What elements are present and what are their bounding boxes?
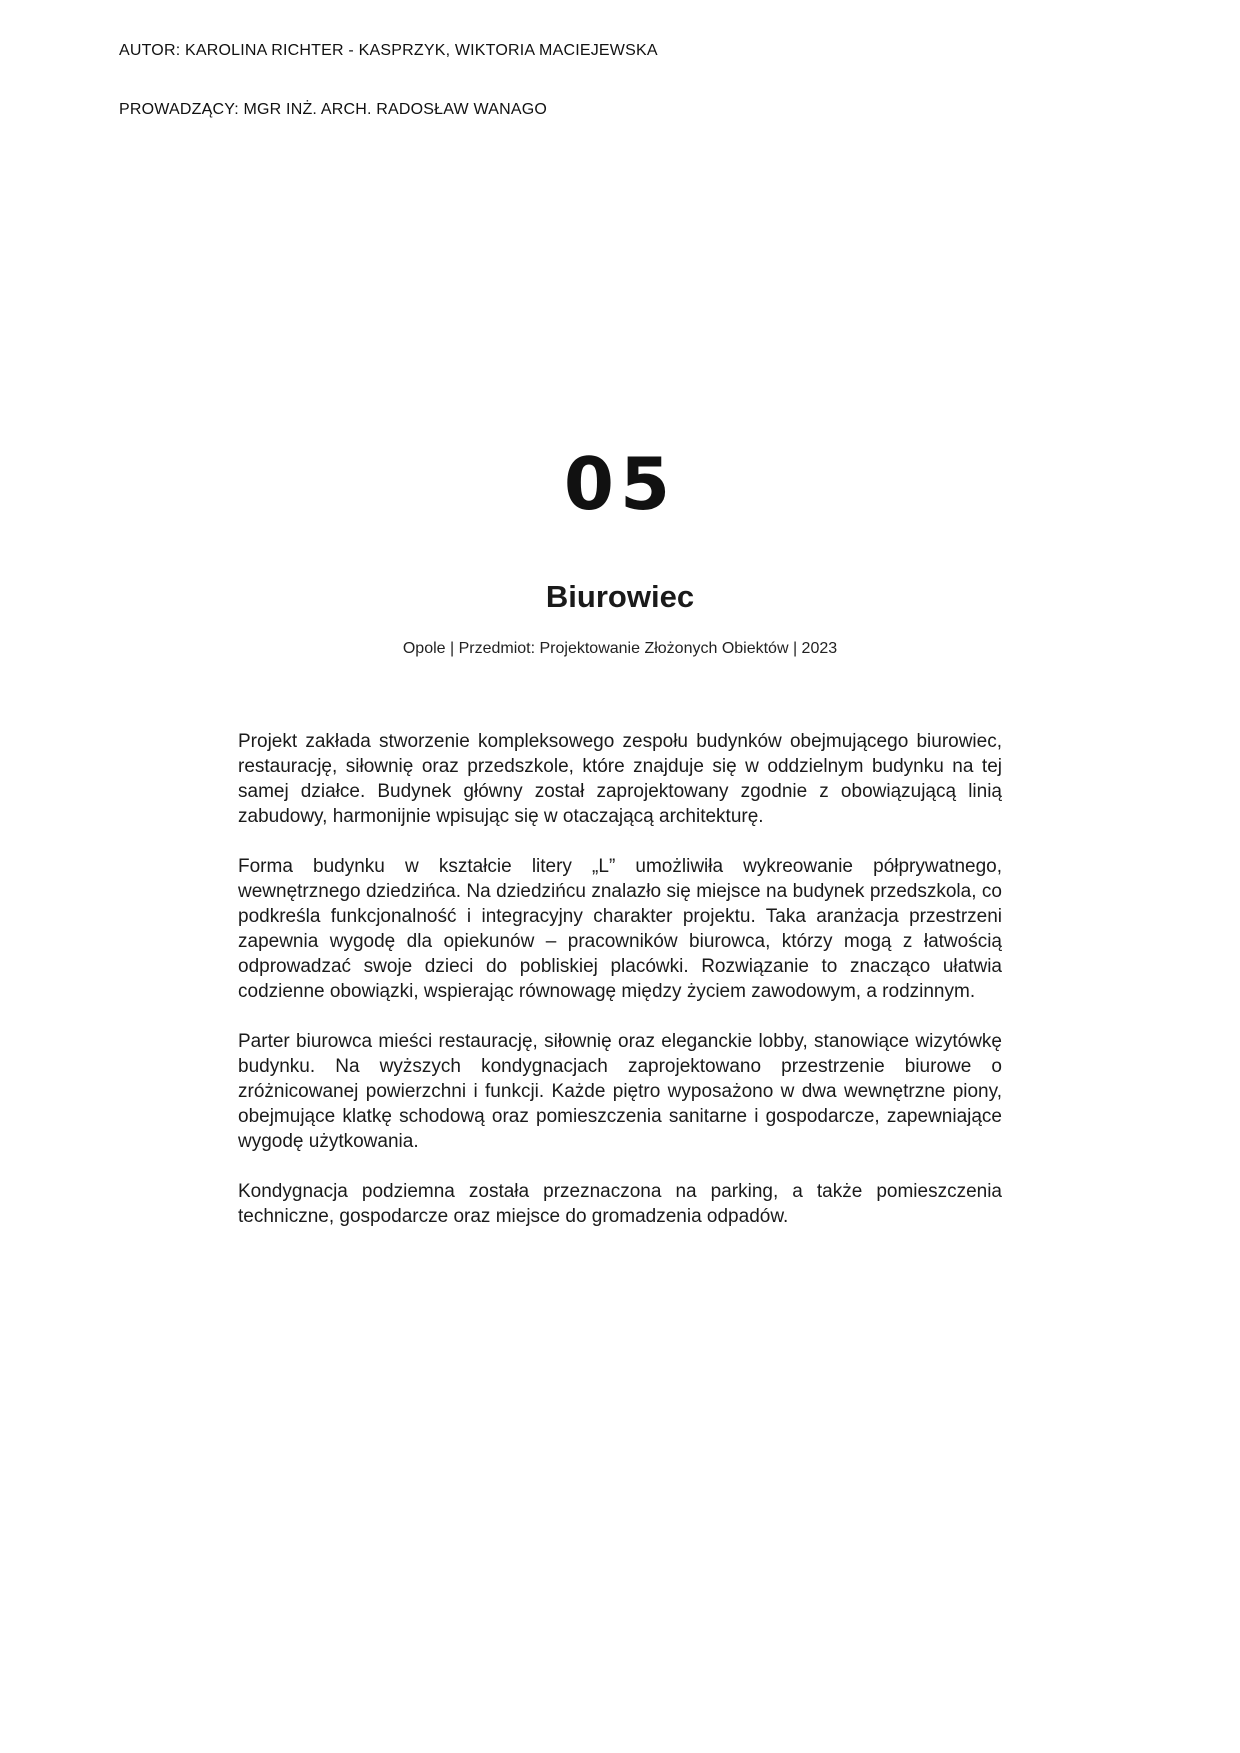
description-paragraph: Projekt zakłada stworzenie kompleksowego zespołu budynków obejmującego biurowiec, restaurację, siłownię oraz przedszkole, które znajduje się w oddzielnym budynku na tej samej działce. Budynek główny został zaprojektowany zgodnie z obowiązującą linią zabudowy, harmonijnie wpisując się w otaczającą architekturę.	[238, 731, 1002, 827]
project-subtitle: Opole | Przedmiot: Projektowanie Złożonych Obiektów | 2023	[402, 640, 838, 657]
description-paragraph: Forma budynku w kształcie litery „L” umożliwiła wykreowanie półprywatnego, wewnętrznego dziedzińca. Na dziedzińcu znalazło się miejsce na budynek przedszkola, co podkreśla funkcjonalność i integracyjny charakter projektu. Taka aranżacja przestrzeni zapewnia wygodę dla opiekunów – pracowników biurowca, którzy mogą z łatwością odprowadzać swoje dzieci do pobliskiej placówki. Rozwiązanie to znacząco ułatwia codzienne obowiązki, wspierając równowagę między życiem zawodowym, a rodzinnym.	[238, 856, 1002, 1002]
description-paragraph: Parter biurowca mieści restaurację, siłownię oraz eleganckie lobby, stanowiące wizytówkę budynku. Na wyższych kondygnacjach zaprojektowano przestrzenie biurowe o zróżnicowanej powierzchni i funkcji. Każde piętro wyposażono w dwa wewnętrzne piony, obejmujące klatkę schodową oraz pomieszczenia sanitarne i gospodarcze, zapewniające wygodę użytkowania.	[238, 1031, 1002, 1152]
description-paragraph: Kondygnacja podziemna została przeznaczona na parking, a także pomieszczenia techniczne, gospodarcze oraz miejsce do gromadzenia odpadów.	[238, 1181, 1002, 1227]
project-number: 05	[563, 442, 677, 526]
author-line: AUTOR: KAROLINA RICHTER - KASPRZYK, WIKTORIA MACIEJEWSKA	[119, 42, 658, 59]
supervisor-line: PROWADZĄCY: MGR INŻ. ARCH. RADOSŁAW WANAGO	[119, 101, 547, 118]
project-title: Biurowiec	[545, 579, 695, 614]
project-description	[238, 729, 1002, 1254]
